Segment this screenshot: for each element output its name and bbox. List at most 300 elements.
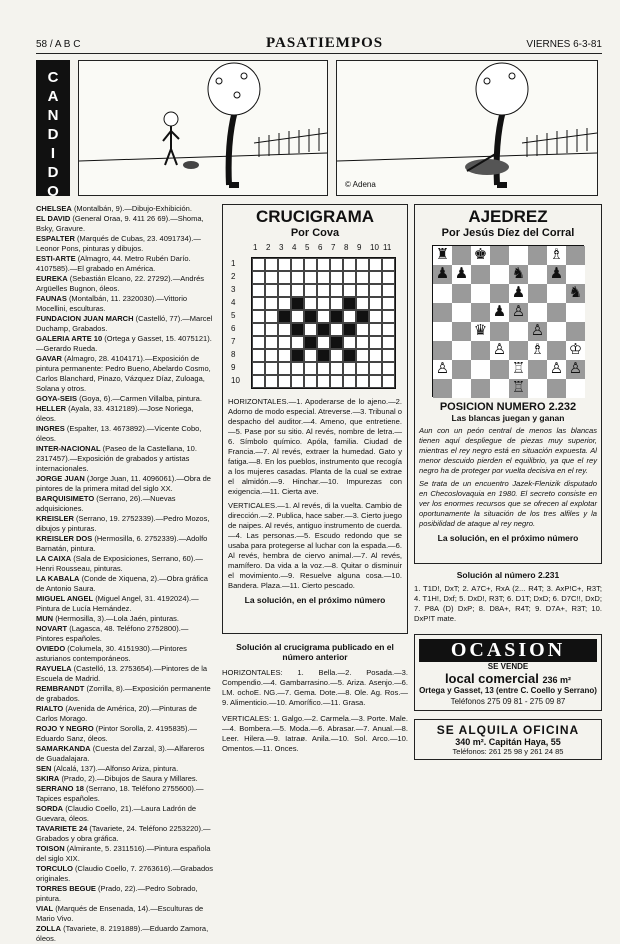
gallery-name: TORCULO — [36, 864, 73, 873]
chess-square — [528, 303, 547, 322]
crossword-cell — [369, 297, 382, 310]
crossword-cell — [382, 375, 395, 388]
crossword-cell — [343, 362, 356, 375]
gallery-entry — [36, 394, 214, 404]
crossword-cell — [265, 271, 278, 284]
gallery-entry — [36, 274, 214, 294]
crossword-col-number: 2 — [266, 243, 271, 252]
gallery-entry — [36, 664, 214, 684]
page-header — [36, 35, 602, 54]
gallery-entry — [36, 594, 214, 614]
gallery-entry — [36, 494, 214, 514]
crossword-row-number: 5 — [231, 311, 236, 320]
crossword-col-number: 5 — [305, 243, 310, 252]
chess-square — [471, 360, 490, 379]
crossword-cell — [382, 349, 395, 362]
gallery-details: (Pintor Sorolla, 2. 4195835).—Eduardo Sanz, óleos. — [36, 724, 198, 743]
gallery-details: (Prado, 22).—Pedro Sobrado, pintura. — [36, 884, 198, 903]
crossword-cell — [382, 323, 395, 336]
chess-square: ♙ — [566, 360, 585, 379]
crossword-cell — [252, 297, 265, 310]
gallery-name: LA KABALA — [36, 574, 80, 583]
gallery-name: GOYA-SEIS — [36, 394, 77, 403]
crossword-cell — [304, 271, 317, 284]
gallery-entry — [36, 354, 214, 394]
gallery-details: (Sala de Exposiciones, Serrano, 60).—Henri Rousseau, pinturas. — [36, 554, 203, 573]
gallery-entry — [36, 514, 214, 534]
crossword-cell — [265, 336, 278, 349]
gallery-details: (Claudio Coello, 7. 2763616).—Grabados originales. — [36, 864, 214, 883]
gallery-details: (Columela, 30. 4151930).—Pintores asturianos contemporáneos. — [36, 644, 187, 663]
crossword-cell — [356, 375, 369, 388]
crossword-cell — [330, 271, 343, 284]
gallery-entry — [36, 904, 214, 924]
gallery-entry — [36, 684, 214, 704]
chess-square — [490, 322, 509, 341]
crossword-col-number: 3 — [279, 243, 284, 252]
gallery-name: EUREKA — [36, 274, 68, 283]
crossword-cell — [291, 271, 304, 284]
chess-square — [566, 322, 585, 341]
crossword-cell — [252, 362, 265, 375]
gallery-details: (Castelló, 77).—Marcel Duchamp, Grabados. — [36, 314, 213, 333]
crossword-author: Por Cova — [290, 227, 340, 239]
gallery-details: (Tavariete, 8. 2191889).—Eduardo Zamora, óleos. — [36, 924, 209, 943]
gallery-name: TORRES BEGUE — [36, 884, 96, 893]
crossword-row-number: 3 — [231, 285, 236, 294]
crossword-cell — [382, 284, 395, 297]
chess-commentary-1: Aun con un peón central de menos las blancas tienen aquí despliegue de piezas muy superior, mientras el rey negro está en situación expuesta. Al menor descuido pierden el equilibrio, ya que el rey negro ha de proteger por vuelta decisiva en el rey. — [419, 426, 597, 475]
comic-panel-1 — [78, 60, 328, 196]
chess-square — [433, 303, 452, 322]
crossword-cell — [278, 258, 291, 271]
crossword-cell — [278, 349, 291, 362]
crossword-cell — [356, 258, 369, 271]
crossword-cell — [382, 336, 395, 349]
gallery-details: (General Oraa, 9. 411 26 69).—Shoma, Bsky, Gravure. — [36, 214, 204, 233]
crossword-cell — [304, 310, 317, 323]
chess-box — [414, 204, 602, 564]
crossword-cell — [265, 362, 278, 375]
gallery-entry — [36, 574, 214, 594]
gallery-name: TOISON — [36, 844, 65, 853]
crossword-cell — [382, 310, 395, 323]
gallery-details: (Espalter, 13. 4673892).—Vicente Cobo, óleos. — [36, 424, 202, 443]
crossword-cell — [356, 349, 369, 362]
chess-square — [433, 341, 452, 360]
ad-oficina-title: SE ALQUILA OFICINA — [436, 723, 580, 737]
chess-square: ♙ — [528, 322, 547, 341]
gallery-entry — [36, 924, 214, 944]
gallery-entry — [36, 784, 214, 804]
chess-square: ♞ — [509, 265, 528, 284]
chess-square — [471, 341, 490, 360]
gallery-entry — [36, 404, 214, 424]
chess-square — [471, 303, 490, 322]
chess-square: ♟ — [547, 265, 566, 284]
gallery-details: (Zorrilla, 8).—Exposición permanente de grabados. — [36, 684, 211, 703]
crossword-cell — [330, 349, 343, 362]
crossword-row-number: 8 — [231, 350, 236, 359]
gallery-name: ROJO Y NEGRO — [36, 724, 94, 733]
ad-local-comercial — [414, 634, 602, 711]
gallery-name: KREISLER DOS — [36, 534, 93, 543]
crossword-cell — [252, 375, 265, 388]
chess-square — [528, 360, 547, 379]
crossword-col-number: 4 — [292, 243, 297, 252]
ad-ocasion-title: OCASION — [419, 639, 597, 662]
crossword-cell — [252, 284, 265, 297]
gallery-details: (Jorge Juan, 11. 4096061).—Obra de pintores de la primera mitad del siglo XX. — [36, 474, 211, 493]
crossword-cell — [382, 271, 395, 284]
gallery-entry — [36, 554, 214, 574]
crossword-cell — [252, 258, 265, 271]
ad-oficina-phone: Teléfonos: 261 25 98 y 261 24 85 — [452, 747, 564, 756]
crossword-cell — [356, 297, 369, 310]
gallery-entry — [36, 824, 214, 844]
gallery-entry — [36, 204, 214, 214]
chess-square — [547, 379, 566, 398]
crossword-cell — [317, 349, 330, 362]
gallery-name: VIAL — [36, 904, 54, 913]
gallery-name: JORGE JUAN — [36, 474, 85, 483]
comic-strip — [36, 60, 602, 200]
crossword-cell — [317, 284, 330, 297]
crossword-cell — [304, 297, 317, 310]
gallery-entry — [36, 764, 214, 774]
chess-square — [471, 379, 490, 398]
crossword-cell — [330, 362, 343, 375]
chess-prev-title: Solución al número 2.231 — [456, 570, 560, 580]
gallery-details: (Conde de Xiquena, 2).—Obra gráfica de Antonio Saura. — [36, 574, 208, 593]
crossword-cell — [291, 310, 304, 323]
crossword-cell — [265, 297, 278, 310]
chess-square — [490, 379, 509, 398]
page-label: 58 / A B C — [36, 39, 81, 50]
chess-square: ♙ — [547, 360, 566, 379]
chess-square: ♙ — [509, 303, 528, 322]
gallery-details: (Almirante, 5. 2311516).—Pintura española del siglo XIX. — [36, 844, 211, 863]
gallery-entry — [36, 534, 214, 554]
gallery-name: RAYUELA — [36, 664, 72, 673]
chess-square: ♜ — [433, 246, 452, 265]
chess-square: ♔ — [566, 341, 585, 360]
chess-square — [528, 284, 547, 303]
crossword-cell — [343, 336, 356, 349]
crossword-cell — [317, 375, 330, 388]
gallery-entry — [36, 884, 214, 904]
crossword-row-number: 2 — [231, 272, 236, 281]
crossword-cell — [330, 284, 343, 297]
chess-square: ♟ — [509, 284, 528, 303]
crossword-cell — [343, 375, 356, 388]
crossword-grid — [251, 257, 396, 389]
chess-turn: Las blancas juegan y ganan — [451, 413, 565, 423]
gallery-entry — [36, 314, 214, 334]
chess-square: ♚ — [471, 246, 490, 265]
chess-square — [547, 322, 566, 341]
crossword-cell — [356, 284, 369, 297]
chess-square: ♖ — [509, 379, 528, 398]
gallery-entry — [36, 624, 214, 644]
gallery-details: (Ortega y Gasset, 15. 4075121).—Gerardo Rueda. — [36, 334, 212, 353]
chess-square — [452, 341, 471, 360]
chess-square — [471, 265, 490, 284]
crossword-cell — [317, 258, 330, 271]
gallery-details: (Serrano, 18. Teléfono 2755600).—Tapices españoles. — [36, 784, 204, 803]
gallery-details: (Miguel Angel, 31. 4192024).—Pintura de Lucía Hernández. — [36, 594, 199, 613]
crossword-cell — [369, 271, 382, 284]
crossword-puzzle — [231, 243, 409, 393]
crossword-cell — [356, 271, 369, 284]
gallery-name: REMBRANDT — [36, 684, 85, 693]
crossword-cell — [291, 336, 304, 349]
crossword-column — [222, 204, 408, 844]
chess-square — [490, 360, 509, 379]
crossword-col-number: 10 — [370, 243, 379, 252]
chess-square — [490, 284, 509, 303]
gallery-details: (Montalbán, 11. 2320030).—Vittorio Mocellini, esculturas. — [36, 294, 188, 313]
crossword-cell — [356, 336, 369, 349]
crossword-cell — [369, 310, 382, 323]
crossword-title: CRUCIGRAMA — [255, 207, 375, 226]
chess-square — [452, 379, 471, 398]
chess-square — [452, 322, 471, 341]
chess-square — [490, 246, 509, 265]
crossword-col-number: 7 — [331, 243, 336, 252]
gallery-entry — [36, 294, 214, 314]
crossword-verticales: VERTICALES.—1. Al revés, di la vuelta. Cambio de dirección.—2. Publica, hace saber.—3. Cierto juego de naipes. Al revés, antiguo instrumento de cuerda.—4. Las personas.—5. Escudo redondo que se usaba para protegerse al luchar con la espada.—6. Al revés, hembra de ciervo animal.—7. Al revés, mamífero. Da vida a la voz.—8. Quitar o disminuir el movimiento.—9. Resuelve alguna cosa.—10. Bandera. Plaza.—11. Cierto pescado. — [228, 501, 402, 590]
crossword-cell — [291, 323, 304, 336]
crossword-cell — [369, 349, 382, 362]
crossword-cell — [252, 336, 265, 349]
gallery-details: (Lagasca, 48. Teléfono 2752800).—Pintores españoles. — [36, 624, 189, 643]
gallery-details: (Hermosilla, 6. 2752339).—Adolfo Barnatán, pintura. — [36, 534, 208, 553]
crossword-cell — [278, 297, 291, 310]
crossword-cell — [278, 271, 291, 284]
gallery-name: SEN — [36, 764, 52, 773]
gallery-details: (Marqués de Cubas, 23. 4091734).—Leonor Pons, pinturas y dibujos. — [36, 234, 201, 253]
crossword-cell — [343, 258, 356, 271]
gallery-name: BARQUISIMETO — [36, 494, 95, 503]
crossword-cell — [291, 258, 304, 271]
gallery-name: SORDA — [36, 804, 64, 813]
crossword-cell — [369, 284, 382, 297]
chess-square — [528, 265, 547, 284]
gallery-name: MUN — [36, 614, 54, 623]
section-title: PASATIEMPOS — [266, 35, 384, 51]
issue-date: VIERNES 6-3-81 — [526, 39, 602, 50]
gallery-name: ESPALTER — [36, 234, 75, 243]
crossword-cell — [317, 323, 330, 336]
gallery-details: (Paseo de la Castellana, 10. 2317457).—Exposición de grabados y artistas internacionales. — [36, 444, 197, 473]
ad-ocasion-address: Ortega y Gasset, 13 (entre C. Coello y Serrano) — [419, 686, 597, 695]
crossword-cell — [278, 362, 291, 375]
crossword-cell — [343, 310, 356, 323]
gallery-name: RIALTO — [36, 704, 64, 713]
crossword-cell — [265, 349, 278, 362]
crossword-cell — [330, 375, 343, 388]
comic-panel-2 — [336, 60, 598, 196]
gallery-details: (Ayala, 33. 4312189).—Jose Noriega, óleos. — [36, 404, 194, 423]
chess-square — [547, 341, 566, 360]
chess-square — [566, 246, 585, 265]
gallery-name: GAVAR — [36, 354, 62, 363]
gallery-entry — [36, 844, 214, 864]
crossword-cell — [330, 336, 343, 349]
crossword-cell — [265, 284, 278, 297]
crossword-cell — [369, 336, 382, 349]
chess-prev-solution: 1. T1D!, DxT; 2. A7C+, RxA (2... R4T; 3. AxP!C+, R3T; 4. T1H!, Dxf; 5. DxD!, R3T; 6. D1T; DxD; 6. D7C!!, DxD; 7. P8A (D) DxP; 8. D8A+, R4T; 9. D7A+, R3T; 10. DxP!T mate. — [414, 584, 602, 623]
gallery-entry — [36, 704, 214, 724]
chess-square: ♟ — [490, 303, 509, 322]
gallery-name: SKIRA — [36, 774, 60, 783]
gallery-name: NOVART — [36, 624, 68, 633]
chess-square — [452, 360, 471, 379]
chess-title: AJEDREZ — [468, 207, 548, 226]
chess-square — [452, 284, 471, 303]
chess-square: ♙ — [433, 360, 452, 379]
ad-ocasion-main: local comercial — [444, 671, 539, 686]
crossword-cell — [343, 323, 356, 336]
gallery-details: (Montalbán, 9).—Dibujo-Exhibición. — [73, 204, 192, 213]
gallery-entry — [36, 724, 214, 744]
crossword-cell — [317, 271, 330, 284]
crossword-cell — [265, 375, 278, 388]
crossword-row-number: 10 — [231, 376, 240, 385]
gallery-name: KREISLER — [36, 514, 74, 523]
chess-square — [452, 246, 471, 265]
crossword-cell — [304, 362, 317, 375]
crossword-col-number: 9 — [357, 243, 362, 252]
crossword-cell — [369, 258, 382, 271]
gallery-name: OVIEDO — [36, 644, 66, 653]
gallery-details: (Almagro, 44. Metro Rubén Darío. 4107585).—El grabado en América. — [36, 254, 191, 273]
chess-author: Por Jesús Díez del Corral — [441, 227, 575, 239]
crossword-cell — [278, 323, 291, 336]
crossword-row-number: 9 — [231, 363, 236, 372]
ad-ocasion-phone: Teléfonos 275 09 81 - 275 09 87 — [450, 697, 566, 706]
crossword-cell — [291, 375, 304, 388]
gallery-entry — [36, 254, 214, 274]
ad-ocasion-size: 236 m² — [542, 675, 572, 685]
chess-board — [432, 245, 584, 397]
gallery-entry — [36, 424, 214, 444]
crossword-cell — [252, 349, 265, 362]
gallery-details: (Claudio Coello, 21).—Laura Ladrón de Guevara, óleos. — [36, 804, 197, 823]
crossword-row-number: 7 — [231, 337, 236, 346]
gallery-name: TAVARIETE 24 — [36, 824, 88, 833]
chess-square — [528, 379, 547, 398]
crossword-cell — [265, 258, 278, 271]
crossword-cell — [330, 323, 343, 336]
chess-square: ♞ — [566, 284, 585, 303]
gallery-details: (Sebastián Elcano, 22. 27292).—Andrés Argüelles Bugnon, óleos. — [36, 274, 205, 293]
crossword-cell — [304, 284, 317, 297]
chess-square — [566, 379, 585, 398]
crossword-horizontales: HORIZONTALES.—1. Apoderarse de lo ajeno.—2. Adorno de modo especial. Atreverse.—3. Tribunal o despacho del auditor.—4. Ameno, que entretiene.—5. Pase por su sitio. Al revés, nombre de letra.—6. Símbolo químico. Apóla, familia. Ciudad de Francia.—7. Al revés, extraer la humedad. Gato y fatiga.—8. En los pueblos, instrumento que recogía a los mujeres casadas. Planta de la cual se extrae el almidón.—9. Hinchar.—10. Impurezas con exigencia.—11. Cierta ave. — [228, 397, 402, 496]
comic-title-tag: C A N D I D O — [36, 60, 70, 196]
gallery-entry — [36, 334, 214, 354]
gallery-name: LA CAIXA — [36, 554, 72, 563]
chess-square — [471, 284, 490, 303]
chess-square: ♗ — [528, 341, 547, 360]
crossword-cell — [304, 336, 317, 349]
chess-square — [509, 322, 528, 341]
gallery-details: (Alcalá, 137).—Alfonso Ariza, pintura. — [53, 764, 179, 773]
gallery-name: MIGUEL ANGEL — [36, 594, 94, 603]
chess-commentary-2: Se trata de un encuentro Jazek-Flenizik disputado en Checoslovaquia en 1980. El secreto consiste en ver los enormes recursos que se ofrecen al explotar oportunamente la situación de los tres alfiles y la posibilidad de ataque al rey negro. — [419, 479, 597, 528]
chess-square — [433, 284, 452, 303]
crossword-cell — [317, 310, 330, 323]
chess-square: ♟ — [452, 265, 471, 284]
crossword-cell — [343, 349, 356, 362]
crossword-row-number: 6 — [231, 324, 236, 333]
gallery-name: FUNDACION JUAN MARCH — [36, 314, 134, 323]
comic-panel-2-drawing — [337, 61, 597, 195]
crossword-col-number: 8 — [344, 243, 349, 252]
gallery-name: ZOLLA — [36, 924, 61, 933]
crossword-box — [222, 204, 408, 634]
gallery-name: INGRES — [36, 424, 65, 433]
gallery-entry — [36, 474, 214, 494]
crossword-cell — [356, 323, 369, 336]
crossword-cell — [265, 323, 278, 336]
chess-square — [433, 379, 452, 398]
crossword-cell — [252, 323, 265, 336]
crossword-prev-title: Solución al crucigrama publicado en el número anterior — [236, 642, 394, 662]
crossword-cell — [317, 297, 330, 310]
crossword-cell — [317, 362, 330, 375]
chess-square: ♖ — [509, 360, 528, 379]
crossword-cell — [343, 284, 356, 297]
crossword-cell — [278, 284, 291, 297]
crossword-cell — [278, 310, 291, 323]
crossword-cell — [369, 323, 382, 336]
chess-square — [528, 246, 547, 265]
chess-square: ♛ — [471, 322, 490, 341]
comic-signature: © Adena — [345, 180, 376, 189]
gallery-name: HELLER — [36, 404, 66, 413]
chess-square — [547, 303, 566, 322]
gallery-name: GALERIA ARTE 10 — [36, 334, 103, 343]
crossword-cell — [330, 310, 343, 323]
gallery-details: (Prado, 2).—Dibujos de Saura y Millares. — [61, 774, 198, 783]
crossword-solution-note: La solución, en el próximo número — [244, 595, 386, 605]
crossword-cell — [304, 375, 317, 388]
chess-square — [509, 246, 528, 265]
crossword-cell — [343, 271, 356, 284]
crossword-cell — [382, 297, 395, 310]
gallery-details: (Serrano, 26).—Nuevas adquisiciones. — [36, 494, 176, 513]
crossword-cell — [330, 297, 343, 310]
crossword-cell — [291, 297, 304, 310]
chess-square — [490, 265, 509, 284]
chess-square — [547, 284, 566, 303]
gallery-entry — [36, 774, 214, 784]
gallery-details: (Serrano, 19. 2752339).—Pedro Mozos, dibujos y pinturas. — [36, 514, 210, 533]
crossword-cell — [304, 323, 317, 336]
crossword-col-number: 1 — [253, 243, 258, 252]
chess-square — [452, 303, 471, 322]
chess-square — [509, 341, 528, 360]
gallery-name: CHELSEA — [36, 204, 72, 213]
crossword-col-number: 6 — [318, 243, 323, 252]
crossword-cell — [356, 362, 369, 375]
gallery-name: EL DAVID — [36, 214, 71, 223]
gallery-entry — [36, 864, 214, 884]
gallery-details: (Goya, 6).—Carmen Villalba, pintura. — [79, 394, 202, 403]
